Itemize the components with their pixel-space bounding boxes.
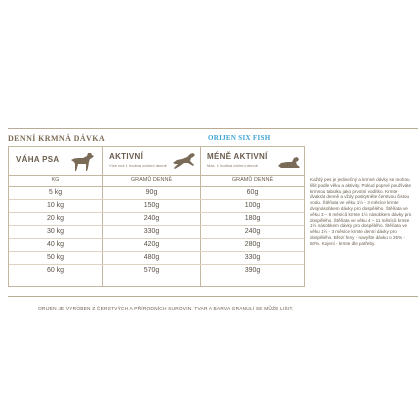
footer-disclaimer: ORIJEN JE VYROBEN Z ČERSTVÝCH A PŘÍRODNÍCH SUROVIN. TVAR A BARVA GRANULÍ SE MŮŽE LIŠIT. [38, 307, 294, 312]
weight-cell: 60 kg [46, 267, 65, 274]
weight-column-label: VÁHA PSA [16, 155, 60, 164]
table-row [9, 200, 304, 213]
table-row [9, 239, 304, 252]
weight-cell: 50 kg [46, 254, 65, 261]
less-active-grams-cell: 60g [246, 189, 259, 196]
active-grams-cell: 480g [143, 254, 160, 261]
feeding-instructions-note: Každý pes je jedinečný a krmné dávky se mohou lišit podle věku a aktivity. Pokud poprvé používáte krmnou tabulku jako prvotní vodítko. Krmte dvakrát denně a vždy poskytněte čerstvou čistou vodu. Štěňata ve věku 1½ - 3 měsíce krmte dvojnásobkem dávky pro dospělého. Štěňata ve věku 3 – 6 měsíců krmte 1½ násobkem dávky pro dospělého. Štěňata ve věku 4 – 11 měsíců krmte 1½ násobkem dávky pro dospělého. Štěňata ve věku 1½ - 3 měsíce krmte denní dávky pro dospělého. Březí feny - navyšte dávku o 25% - 50%. Kojení - krmte dle potřeby. [310, 177, 412, 246]
lying-dog-icon [277, 152, 301, 170]
feeding-table [8, 146, 305, 287]
less-active-grams-cell: 280g [244, 241, 261, 248]
active-column-label: AKTIVNÍ [109, 152, 144, 161]
active-grams-cell: 90g [145, 189, 158, 196]
weight-cell: 30 kg [46, 228, 65, 235]
less-active-grams-cell: 180g [244, 215, 261, 222]
running-dog-icon [171, 149, 197, 171]
less-active-column-note: Max. 1 hodina cvičení denně [207, 163, 258, 168]
table-row [9, 265, 304, 277]
weight-cell: 5 kg [48, 189, 63, 196]
table-row [9, 213, 304, 226]
table-row [9, 187, 304, 200]
table-row [9, 252, 304, 265]
grams-active-header: GRAMŮ DENNĚ [130, 177, 173, 183]
kg-column-header: KG [51, 177, 60, 183]
weight-cell: 20 kg [46, 215, 65, 222]
active-grams-cell: 570g [143, 267, 160, 274]
bottom-rule [8, 296, 418, 297]
active-grams-cell: 420g [143, 241, 160, 248]
standing-dog-icon [69, 150, 95, 172]
brand-label: ORIJEN SIX FISH [208, 134, 271, 142]
active-grams-cell: 330g [143, 228, 160, 235]
grams-less-header: GRAMŮ DENNĚ [231, 177, 274, 183]
less-active-grams-cell: 240g [244, 228, 261, 235]
active-grams-cell: 240g [143, 215, 160, 222]
table-header-row [9, 147, 304, 176]
less-active-grams-cell: 100g [244, 202, 261, 209]
weight-cell: 10 kg [46, 202, 65, 209]
table-subheader-row [9, 175, 304, 187]
less-active-grams-cell: 330g [244, 254, 261, 261]
weight-cell: 40 kg [46, 241, 65, 248]
page-title: DENNÍ KRMNÁ DÁVKA [8, 134, 106, 143]
active-grams-cell: 150g [143, 202, 160, 209]
less-active-column-label: MÉNĚ AKTIVNÍ [207, 152, 268, 161]
top-rule [8, 128, 418, 129]
active-column-note: Více než 1 hodina cvičení denně [109, 163, 167, 168]
less-active-grams-cell: 390g [244, 267, 261, 274]
table-row [9, 226, 304, 239]
